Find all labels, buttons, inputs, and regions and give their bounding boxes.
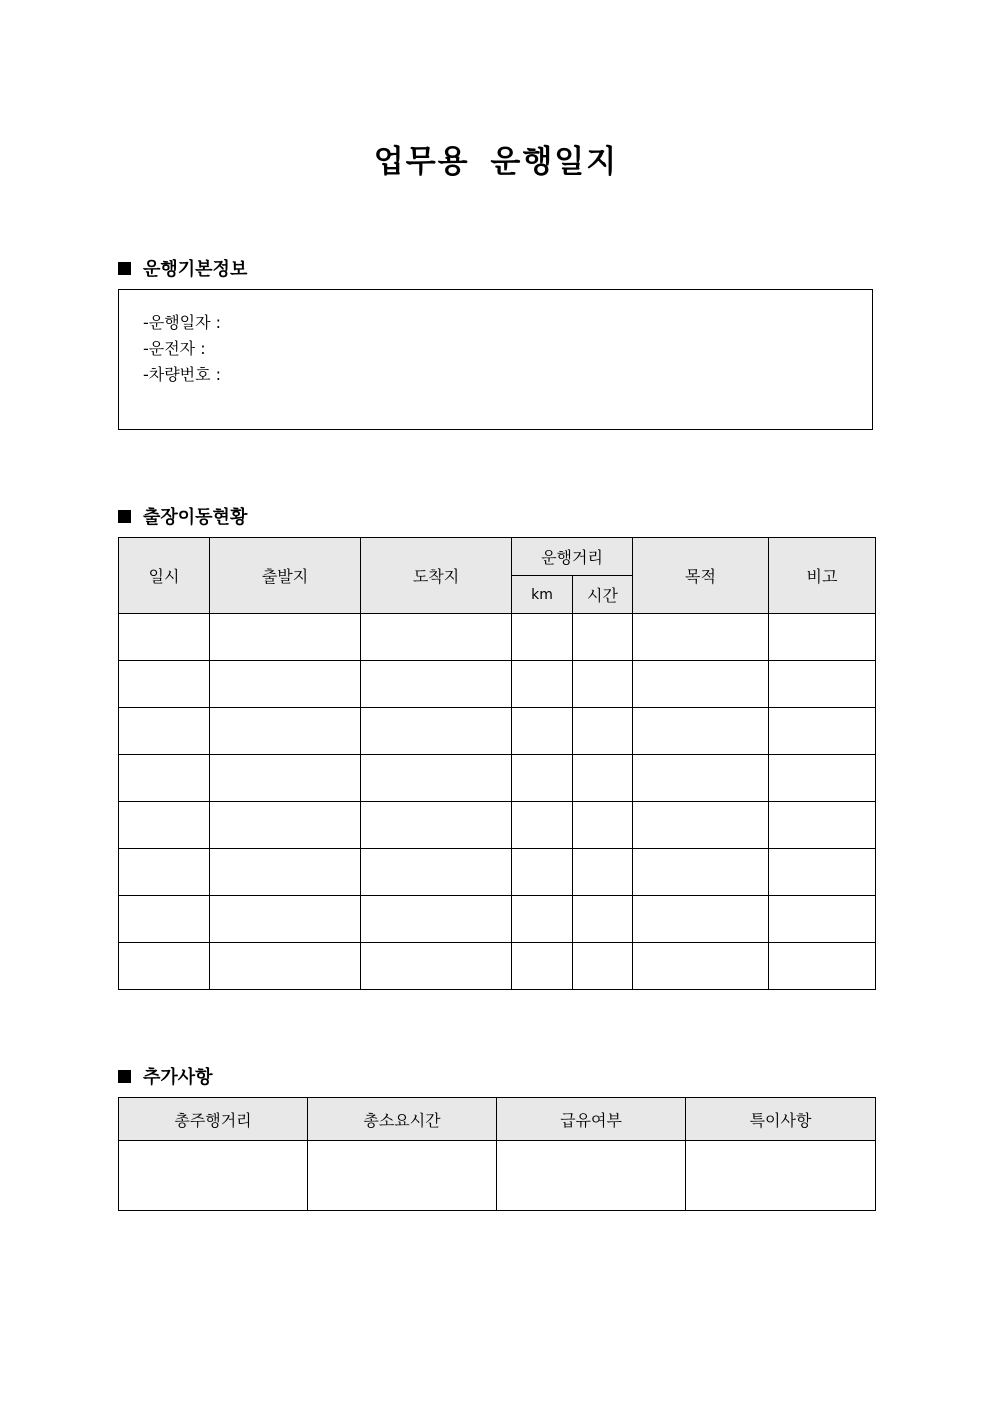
departure-cell[interactable] bbox=[210, 614, 361, 661]
driver-field[interactable]: -운전자 : bbox=[143, 339, 206, 358]
drive-date-field[interactable]: -운행일자 : bbox=[143, 313, 222, 332]
square-bullet-icon bbox=[118, 510, 131, 523]
remarks-cell[interactable] bbox=[769, 614, 876, 661]
table-row bbox=[119, 849, 876, 896]
remarks-cell[interactable] bbox=[769, 896, 876, 943]
arrival-cell[interactable] bbox=[361, 943, 512, 990]
time-cell[interactable] bbox=[573, 896, 633, 943]
header-special-notes: 특이사항 bbox=[686, 1098, 876, 1141]
total-distance-cell[interactable] bbox=[119, 1141, 308, 1211]
header-arrival: 도착지 bbox=[361, 538, 512, 614]
header-total-time: 총소요시간 bbox=[308, 1098, 497, 1141]
datetime-cell[interactable] bbox=[119, 614, 210, 661]
purpose-cell[interactable] bbox=[633, 896, 769, 943]
remarks-cell[interactable] bbox=[769, 943, 876, 990]
basic-info-box bbox=[118, 289, 873, 430]
arrival-cell[interactable] bbox=[361, 896, 512, 943]
square-bullet-icon bbox=[118, 1070, 131, 1083]
km-cell[interactable] bbox=[512, 896, 573, 943]
arrival-cell[interactable] bbox=[361, 661, 512, 708]
km-cell[interactable] bbox=[512, 708, 573, 755]
km-cell[interactable] bbox=[512, 802, 573, 849]
datetime-cell[interactable] bbox=[119, 708, 210, 755]
datetime-cell[interactable] bbox=[119, 849, 210, 896]
header-refuel: 급유여부 bbox=[497, 1098, 686, 1141]
square-bullet-icon bbox=[118, 262, 131, 275]
time-cell[interactable] bbox=[573, 943, 633, 990]
header-total-distance: 총주행거리 bbox=[119, 1098, 308, 1141]
purpose-cell[interactable] bbox=[633, 849, 769, 896]
section-heading-additional bbox=[118, 1063, 213, 1089]
remarks-cell[interactable] bbox=[769, 661, 876, 708]
time-cell[interactable] bbox=[573, 849, 633, 896]
km-cell[interactable] bbox=[512, 614, 573, 661]
departure-cell[interactable] bbox=[210, 943, 361, 990]
departure-cell[interactable] bbox=[210, 802, 361, 849]
remarks-cell[interactable] bbox=[769, 802, 876, 849]
header-distance-group: 운행거리 bbox=[512, 538, 633, 576]
purpose-cell[interactable] bbox=[633, 943, 769, 990]
section-heading-basic-info bbox=[118, 255, 247, 281]
additional-table bbox=[118, 1097, 876, 1211]
remarks-cell[interactable] bbox=[769, 708, 876, 755]
datetime-cell[interactable] bbox=[119, 755, 210, 802]
table-row bbox=[119, 661, 876, 708]
datetime-cell[interactable] bbox=[119, 802, 210, 849]
departure-cell[interactable] bbox=[210, 755, 361, 802]
purpose-cell[interactable] bbox=[633, 708, 769, 755]
arrival-cell[interactable] bbox=[361, 755, 512, 802]
table-row bbox=[119, 896, 876, 943]
time-cell[interactable] bbox=[573, 708, 633, 755]
special-notes-cell[interactable] bbox=[686, 1141, 876, 1211]
arrival-cell[interactable] bbox=[361, 802, 512, 849]
time-cell[interactable] bbox=[573, 755, 633, 802]
table-row bbox=[119, 614, 876, 661]
table-row bbox=[119, 943, 876, 990]
table-row bbox=[119, 802, 876, 849]
section-heading-label: 출장이동현황 bbox=[143, 507, 248, 528]
header-datetime: 일시 bbox=[119, 538, 210, 614]
table-row bbox=[119, 708, 876, 755]
refuel-cell[interactable] bbox=[497, 1141, 686, 1211]
section-heading-label: 추가사항 bbox=[143, 1067, 213, 1088]
total-time-cell[interactable] bbox=[308, 1141, 497, 1211]
header-km: km bbox=[512, 576, 573, 614]
header-purpose: 목적 bbox=[633, 538, 769, 614]
remarks-cell[interactable] bbox=[769, 849, 876, 896]
document-title: 업무용 운행일지 bbox=[373, 144, 619, 180]
arrival-cell[interactable] bbox=[361, 614, 512, 661]
datetime-cell[interactable] bbox=[119, 661, 210, 708]
departure-cell[interactable] bbox=[210, 661, 361, 708]
header-departure: 출발지 bbox=[210, 538, 361, 614]
purpose-cell[interactable] bbox=[633, 755, 769, 802]
departure-cell[interactable] bbox=[210, 849, 361, 896]
time-cell[interactable] bbox=[573, 661, 633, 708]
departure-cell[interactable] bbox=[210, 896, 361, 943]
header-remarks: 비고 bbox=[769, 538, 876, 614]
vehicle-number-field[interactable]: -차량번호 : bbox=[143, 365, 222, 384]
time-cell[interactable] bbox=[573, 614, 633, 661]
purpose-cell[interactable] bbox=[633, 661, 769, 708]
km-cell[interactable] bbox=[512, 661, 573, 708]
km-cell[interactable] bbox=[512, 755, 573, 802]
section-heading-label: 운행기본정보 bbox=[143, 259, 248, 280]
purpose-cell[interactable] bbox=[633, 614, 769, 661]
km-cell[interactable] bbox=[512, 849, 573, 896]
time-cell[interactable] bbox=[573, 802, 633, 849]
purpose-cell[interactable] bbox=[633, 802, 769, 849]
table-row bbox=[119, 755, 876, 802]
trip-table bbox=[118, 537, 876, 990]
km-cell[interactable] bbox=[512, 943, 573, 990]
departure-cell[interactable] bbox=[210, 708, 361, 755]
remarks-cell[interactable] bbox=[769, 755, 876, 802]
arrival-cell[interactable] bbox=[361, 708, 512, 755]
section-heading-trip-status bbox=[118, 503, 247, 529]
arrival-cell[interactable] bbox=[361, 849, 512, 896]
header-time: 시간 bbox=[573, 576, 633, 614]
datetime-cell[interactable] bbox=[119, 896, 210, 943]
datetime-cell[interactable] bbox=[119, 943, 210, 990]
